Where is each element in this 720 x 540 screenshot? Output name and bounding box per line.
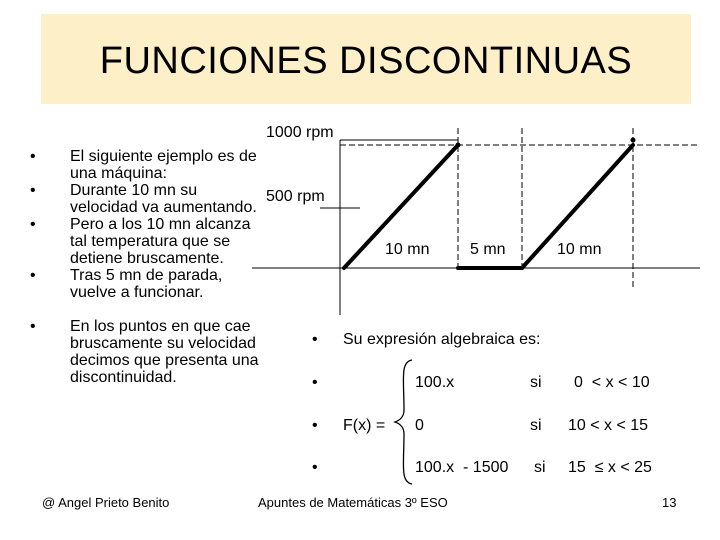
footer-course: Apuntes de Matemáticas 3º ESO bbox=[258, 495, 448, 510]
y-label-500: 500 rpm bbox=[266, 188, 325, 205]
bullet-item: • El siguiente ejemplo es de una máquina: bbox=[30, 148, 257, 182]
bullet-dot: • bbox=[30, 216, 36, 233]
bullet-dot: • bbox=[30, 318, 36, 335]
piece-expr-1: 100.x bbox=[415, 374, 455, 391]
x-label-third: 10 mn bbox=[557, 241, 602, 258]
piece-cond-1: 0 < x < 10 bbox=[574, 374, 650, 391]
page-title: FUNCIONES DISCONTINUAS bbox=[99, 40, 633, 82]
piece-si-2: si bbox=[530, 417, 542, 434]
bullet-dot: • bbox=[30, 148, 36, 165]
x-label-second: 5 mn bbox=[470, 241, 506, 258]
piece-si-3: si bbox=[534, 459, 546, 476]
piece-cond-2: 10 < x < 15 bbox=[568, 417, 649, 434]
x-label-first: 10 mn bbox=[385, 241, 430, 258]
bullet-item: • Durante 10 mn su velocidad va aumentando. bbox=[30, 182, 257, 216]
bullet-dot: • bbox=[312, 374, 318, 391]
footer-author: @ Angel Prieto Benito bbox=[42, 495, 170, 510]
piece-si-1: si bbox=[530, 374, 542, 391]
bullet-item: • Tras 5 mn de parada, vuelve a funcionar. bbox=[30, 267, 223, 301]
bullet-item: • En los puntos en que cae bruscamente su velocidad decimos que presenta una discontinuidad. bbox=[30, 318, 259, 386]
bullet-item: • Pero a los 10 mn alcanza tal temperatura que se detiene bruscamente. bbox=[30, 216, 251, 267]
bullet-dot: • bbox=[312, 417, 318, 434]
piece-expr-2: 0 bbox=[415, 417, 424, 434]
bullet-dot: • bbox=[30, 182, 36, 199]
function-lhs: F(x) = bbox=[343, 417, 386, 434]
expression-intro: Su expresión algebraica es: bbox=[343, 331, 541, 348]
bullet-dot: • bbox=[312, 459, 318, 476]
piece-expr-3: 100.x - 1500 bbox=[415, 459, 509, 476]
bullet-dot: • bbox=[312, 331, 318, 348]
piece-cond-3: 15 ≤ x < 25 bbox=[568, 459, 652, 476]
bullet-dot: • bbox=[30, 267, 36, 284]
y-label-1000: 1000 rpm bbox=[266, 124, 334, 141]
footer-page-number: 13 bbox=[662, 495, 677, 510]
